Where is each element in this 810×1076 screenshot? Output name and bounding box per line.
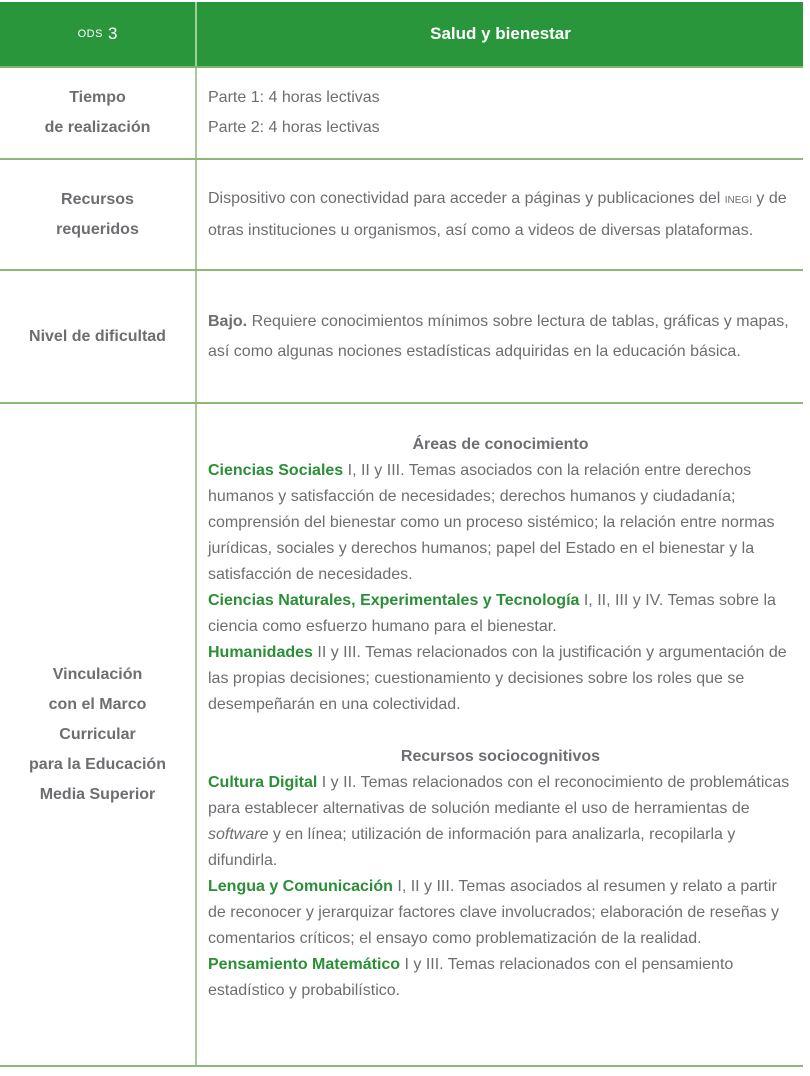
inegi-acronym: INEGI (724, 194, 752, 206)
label-line: con el Marco (48, 695, 147, 713)
row-tiempo (0, 68, 803, 160)
label-line: Tiempo (69, 89, 126, 106)
area-item (208, 588, 793, 640)
area-text: II y III. Temas relacionados con la justificación y argumentación de las propias decisiones; cuestionamiento y decisiones sobre los roles que se desempeñarán en una colectividad. (208, 644, 787, 713)
ods-prefix: ODS (77, 28, 103, 40)
parte-1: Parte 1: 4 horas lectivas (208, 89, 380, 106)
label-line: Recursos (61, 190, 134, 208)
recursos-text: Dispositivo con conectividad para acceder a páginas y publicaciones del (208, 189, 725, 207)
area-name: Humanidades (208, 644, 313, 661)
ods-number: 3 (107, 24, 118, 43)
recurso-name: Cultura Digital (208, 774, 318, 791)
recursos-text: y de otras instituciones u organismos, así como a videos de diversas plataformas. (208, 189, 787, 239)
label-line: Curricular (59, 725, 136, 743)
recurso-text: I y II. Temas relacionados con el reconocimiento de problemáticas para establecer alternativas de solución mediante el uso de herramientas de (208, 774, 790, 817)
difficulty-description: Requiere conocimientos mínimos sobre lectura de tablas, gráficas y mapas, así como algunas nociones estadísticas adquiridas en la educación básica. (208, 312, 789, 360)
row-value-recursos (197, 160, 803, 269)
recurso-item (208, 874, 793, 952)
parte-2: Parte 2: 4 horas lectivas (208, 119, 380, 136)
table-header (0, 2, 803, 68)
row-label-recursos (0, 160, 197, 269)
recurso-italic: software (208, 826, 269, 843)
row-value-tiempo (197, 68, 803, 158)
area-text: I, II y III. Temas asociados con la relación entre derechos humanos y satisfacción de necesidades; derechos humanos y ciudadanía; comprensión del bienestar como un proceso sistémico; la relación entre normas jurídicas, sociales y derechos humanos; papel del Estado en el bienestar y la satisfacción de necesidades. (208, 462, 775, 583)
row-value-nivel (197, 271, 803, 402)
area-name: Ciencias Naturales, Experimentales y Tecnología (208, 592, 580, 609)
label-line: Media Superior (39, 785, 156, 803)
label-line: para la Educación (29, 755, 166, 773)
row-value-vinculacion (197, 404, 803, 1065)
recurso-name: Pensamiento Matemático (208, 956, 401, 973)
area-text: I, II, III y IV. Temas sobre la ciencia como esfuerzo humano para el bienestar. (208, 592, 776, 635)
recurso-item (208, 770, 793, 874)
ods-info-table (0, 2, 803, 1067)
label-line: Vinculación (52, 665, 143, 683)
row-label-nivel (0, 271, 197, 402)
label-line: requeridos (56, 220, 139, 238)
row-recursos (0, 160, 803, 271)
ods-title: Salud y bienestar (430, 24, 571, 43)
area-name: Ciencias Sociales (208, 462, 344, 479)
label-line: Nivel de dificultad (29, 327, 166, 345)
recurso-item (208, 952, 793, 1004)
ods-cell (0, 2, 197, 66)
recurso-name: Lengua y Comunicación (208, 878, 393, 895)
row-label-vinculacion (0, 404, 197, 1065)
row-vinculacion (0, 404, 803, 1067)
row-nivel (0, 271, 803, 404)
spacer (208, 718, 793, 744)
row-label-tiempo (0, 68, 197, 158)
label-line: de realización (44, 119, 151, 136)
area-item (208, 640, 793, 718)
recursos-heading: Recursos sociocognitivos (400, 748, 601, 765)
difficulty-level: Bajo. (208, 312, 248, 330)
recurso-text: I, II y III. Temas asociados al resumen y relato a partir de reconocer y jerarquizar factores clave involucrados; elaboración de reseñas y comentarios críticos; el ensayo como problematización de la realidad. (208, 878, 779, 947)
recurso-text: y en línea; utilización de información para analizarla, recopilarla y difundirla. (208, 826, 736, 869)
areas-heading: Áreas de conocimiento (412, 436, 589, 453)
area-item (208, 458, 793, 588)
recurso-text: I y III. Temas relacionados con el pensamiento estadístico y probabilístico. (208, 956, 734, 999)
